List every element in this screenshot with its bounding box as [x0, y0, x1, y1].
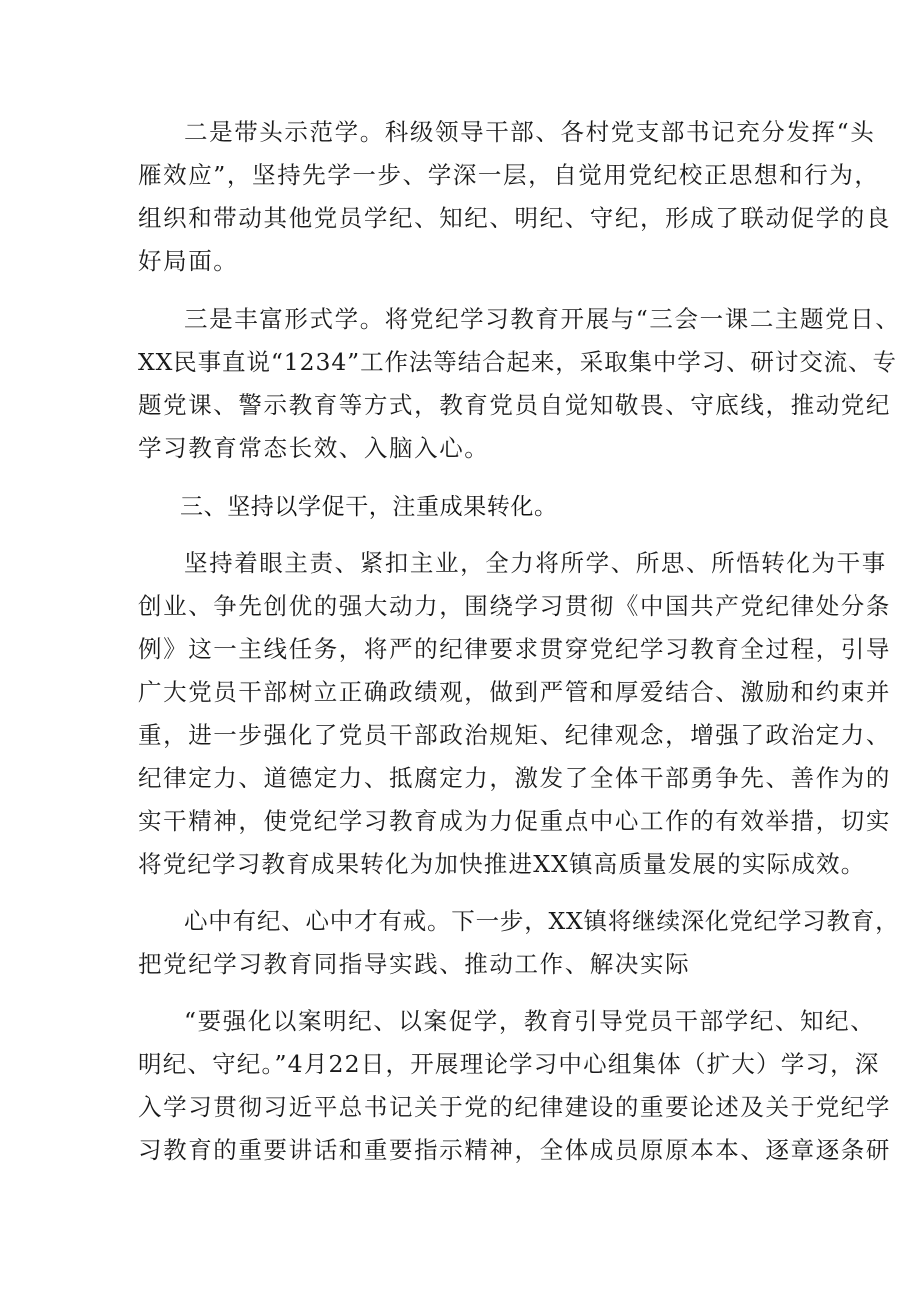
- paragraph-line: 坚持着眼主责、紧扣主业，全力将所学、所思、所悟转化为干事: [184, 549, 887, 577]
- paragraph-line: 创业、争先创优的强大动力，围绕学习贯彻《中国共产党纪律处分条: [138, 592, 891, 620]
- paragraph-line: 广大党员干部树立正确政绩观，做到严管和厚爱结合、激励和约束并: [138, 678, 891, 706]
- paragraph-line: 把党纪学习教育同指导实践、推动工作、解决实际: [138, 950, 691, 978]
- paragraph-line: 实干精神，使党纪学习教育成为力促重点中心工作的有效举措，切实: [138, 807, 891, 835]
- paragraph-line: 雁效应”，坚持先学一步、学深一层，自觉用党纪校正思想和行为，: [138, 161, 880, 189]
- paragraph-line: 纪律定力、道德定力、抵腐定力，激发了全体干部勇争先、善作为的: [138, 764, 891, 792]
- paragraph-line: 心中有纪、心中才有戒。下一步，XX镇将继续深化党纪学习教育，: [184, 907, 900, 935]
- paragraph-line: 例》这一主线任务，将严的纪律要求贯穿党纪学习教育全过程，引导: [138, 635, 891, 663]
- section-heading: 三、坚持以学促干，注重成果转化。: [180, 494, 558, 520]
- paragraph-line: 题党课、警示教育等方式，教育党员自觉知敬畏、守底线，推动党纪: [138, 391, 891, 419]
- paragraph-line: 将党纪学习教育成果转化为加快推进XX镇高质量发展的实际成效。: [138, 850, 866, 878]
- paragraph-line: XX民事直说“1234”工作法等结合起来，采取集中学习、研讨交流、专: [138, 348, 897, 376]
- paragraph-line: 好局面。: [138, 247, 239, 275]
- paragraph-line: 学习教育常态长效、入脑入心。: [138, 434, 490, 462]
- paragraph-line: 组织和带动其他党员学纪、知纪、明纪、守纪，形成了联动促学的良: [138, 204, 891, 232]
- paragraph-line: 重，进一步强化了党员干部政治规矩、纪律观念，增强了政治定力、: [138, 721, 891, 749]
- paragraph-line: 入学习贯彻习近平总书记关于党的纪律建设的重要论述及关于党纪学: [138, 1093, 891, 1121]
- paragraph-line: 三是丰富形式学。将党纪学习教育开展与“三会一课二主题党日、: [184, 305, 901, 333]
- paragraph-line: 二是带头示范学。科级领导干部、各村党支部书记充分发挥“头: [184, 118, 876, 146]
- paragraph-line: 明纪、守纪。”4月22日，开展理论学习中心组集体（扩大）学习，深: [138, 1050, 880, 1078]
- paragraph-line: 习教育的重要讲话和重要指示精神，全体成员原原本本、逐章逐条研: [138, 1136, 891, 1164]
- paragraph-line: “要强化以案明纪、以案促学，教育引导党员干部学纪、知纪、: [184, 1007, 876, 1035]
